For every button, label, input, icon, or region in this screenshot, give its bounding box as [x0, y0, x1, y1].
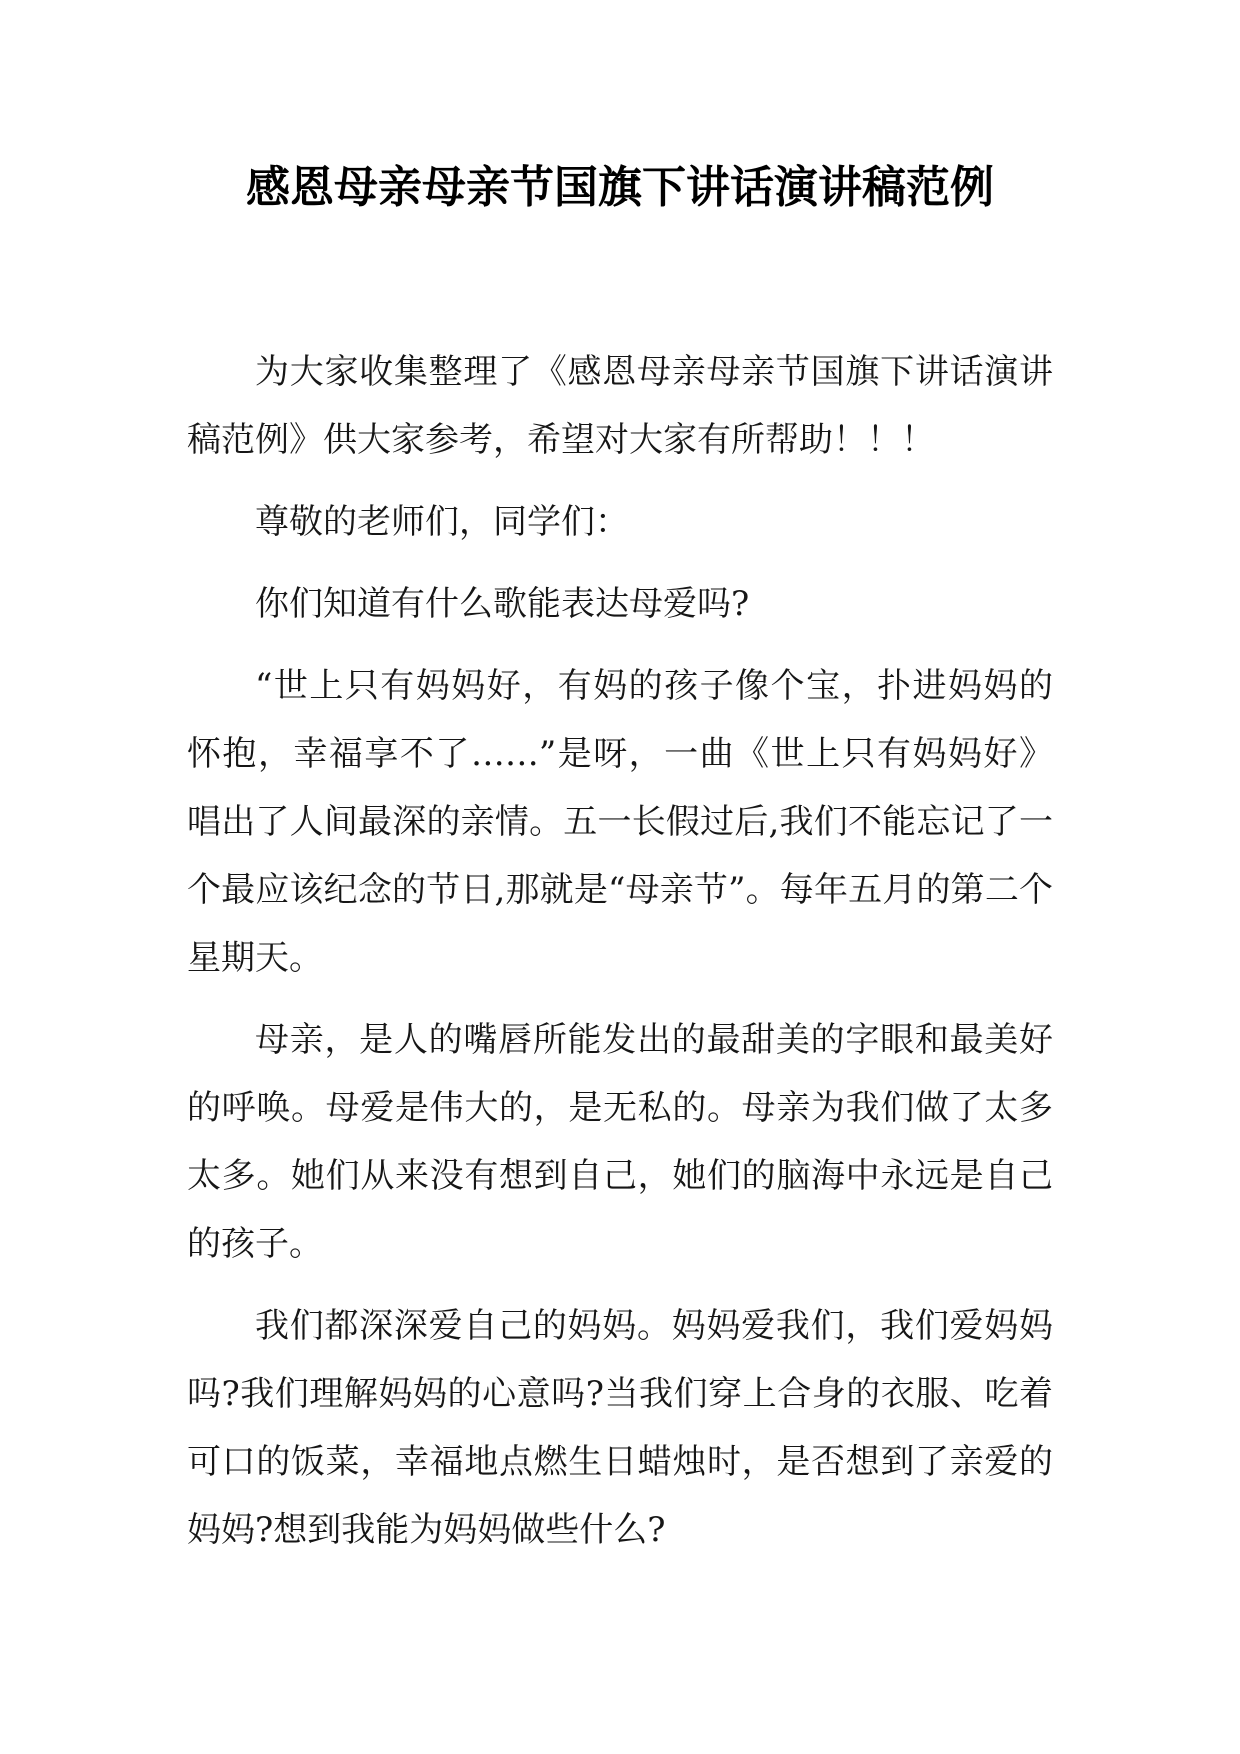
paragraph-question: 你们知道有什么歌能表达母爱吗? — [255, 584, 750, 624]
paragraph-song: “世上只有妈妈好，有妈的孩子像个宝，扑进妈妈的怀抱，幸福享不了……”是呀，一曲《世上只有妈妈好》唱出了人间最深的亲情。五一长假过后,我们不能忘记了一个最应该纪念的节日,那就是“母亲节”。每年五月的第二个星期天。 — [187, 666, 1053, 978]
document-title: 感恩母亲母亲节国旗下讲话演讲稿范例 — [246, 162, 994, 213]
document-body — [187, 338, 1053, 1578]
paragraph-mother: 母亲，是人的嘴唇所能发出的最甜美的字眼和最美好的呼唤。母爱是伟大的，是无私的。母亲为我们做了太多太多。她们从来没有想到自己，她们的脑海中永远是自己的孩子。 — [187, 1020, 1053, 1264]
paragraph-salutation: 尊敬的老师们，同学们： — [255, 502, 629, 542]
paragraph-intro: 为大家收集整理了《感恩母亲母亲节国旗下讲话演讲稿范例》供大家参考，希望对大家有所帮助！！！ — [187, 352, 1053, 460]
paragraph-love: 我们都深深爱自己的妈妈。妈妈爱我们，我们爱妈妈吗?我们理解妈妈的心意吗?当我们穿上合身的衣服、吃着可口的饭菜，幸福地点燃生日蜡烛时，是否想到了亲爱的妈妈?想到我能为妈妈做些什么? — [187, 1306, 1053, 1550]
